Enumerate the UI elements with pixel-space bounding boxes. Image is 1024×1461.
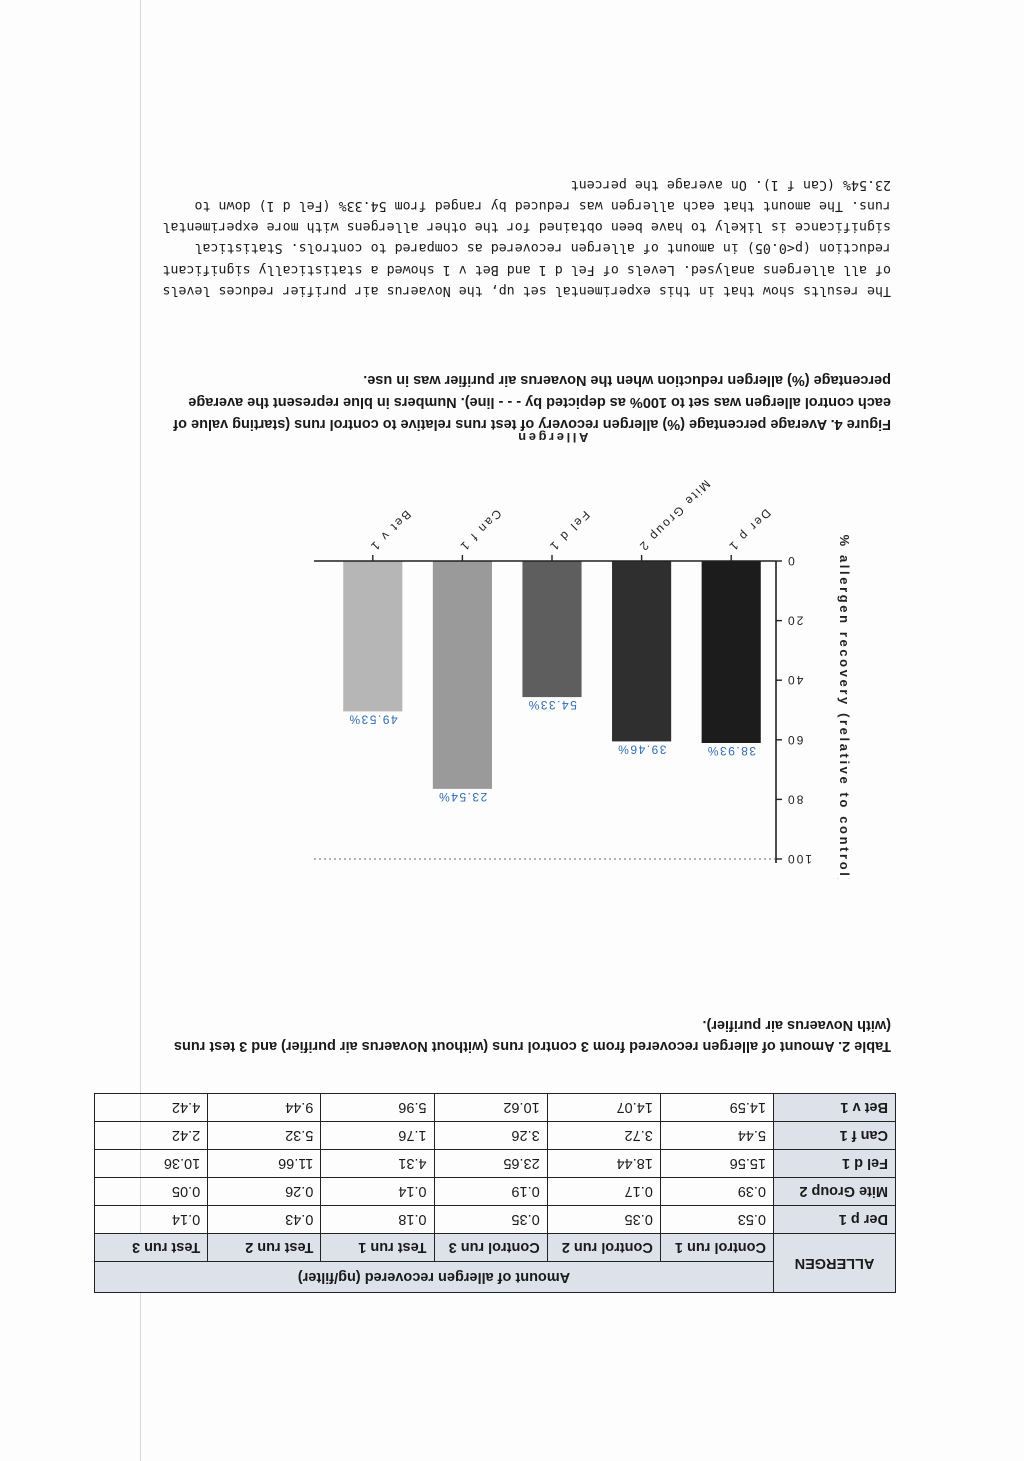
body-paragraph: The results show that in this experimental set up, the Novaerus air purifier reduces levels of all allergens analysed. Levels of Fel d 1 and Bet v 1 showed a statistically significant reduction (p<0.05) in amount of allergen recovered as compared to controls. Statistical significance is likely to have been obtained for the other allergens with more experimental runs. The amount that each allergen was reduced by ranged from 54.33% (Fel d 1) down to 23.54% (Can f 1). On average the percent [162, 176, 891, 298]
row-allergen: Fel d 1 [774, 1150, 896, 1178]
figure-caption: Figure 4. Average percentage (%) allergen recovery of test runs relative to control runs (starting value of each control allergen was set to 100% as depicted by - - - line). Numbers in blue represent the average percentage (%) allergen reduction when the Novaerus air purifier was in use. [173, 372, 891, 432]
table-cell: 5.44 [660, 1122, 773, 1150]
table-row [95, 1178, 896, 1206]
row-allergen: Der p 1 [774, 1206, 896, 1234]
reduction-label: 39.46% [616, 742, 667, 757]
table-cell: 10.36 [95, 1150, 208, 1178]
table-cell: 4.31 [321, 1150, 434, 1178]
bar-can-f-1 [433, 561, 492, 789]
x-tick-label: Mite Group 2 [635, 477, 714, 555]
y-tick-label: 60 [786, 732, 804, 747]
table-cell: 0.14 [321, 1178, 434, 1206]
y-tick-label: 100 [786, 852, 813, 866]
table-cell: 18.44 [547, 1150, 660, 1178]
column-header: Test run 1 [321, 1234, 434, 1262]
y-tick-label: 40 [786, 673, 804, 688]
table-cell: 2.42 [95, 1122, 208, 1150]
column-header: Control run 1 [660, 1234, 773, 1262]
bar-der-p-1 [702, 561, 761, 743]
table-cell: 0.39 [660, 1178, 773, 1206]
table-cell: 4.42 [95, 1094, 208, 1122]
table-cell: 0.35 [547, 1206, 660, 1234]
bar-mite-group-2 [612, 561, 671, 741]
column-header: Test run 3 [95, 1234, 208, 1262]
x-tick-label: Fel d 1 [545, 508, 593, 555]
allergen-table [94, 1093, 896, 1293]
table-cell: 0.19 [434, 1178, 547, 1206]
x-tick-label: Bet v 1 [366, 507, 414, 555]
table-cell: 9.44 [208, 1094, 321, 1122]
table-cell: 0.53 [660, 1206, 773, 1234]
column-header: Test run 2 [208, 1234, 321, 1262]
allergen-column-header: ALLERGEN [774, 1234, 896, 1293]
reduction-label: 54.33% [527, 698, 577, 713]
column-header: Control run 2 [547, 1234, 660, 1262]
row-allergen: Can f 1 [774, 1122, 896, 1150]
reduction-label: 23.54% [437, 789, 488, 804]
x-tick-label: Can f 1 [456, 506, 505, 555]
table-cell: 0.05 [95, 1178, 208, 1206]
table-cell: 0.35 [434, 1206, 547, 1234]
reduction-label: 38.93% [706, 743, 757, 758]
table-cell: 5.32 [208, 1122, 321, 1150]
row-allergen: Bet v 1 [774, 1094, 896, 1122]
table-cell: 11.66 [208, 1150, 321, 1178]
y-tick-label: 80 [786, 792, 804, 807]
table-cell: 0.14 [95, 1206, 208, 1234]
table-cell: 0.26 [208, 1178, 321, 1206]
table-caption: Table 2. Amount of allergen recovered from 3 control runs (without Novaerus air purifier) and 3 test runs (with Novaerus air purifier). [173, 1017, 891, 1054]
table-row [95, 1206, 896, 1234]
bar-fel-d-1 [522, 561, 581, 697]
column-header: Control run 3 [434, 1234, 547, 1262]
table-row [95, 1122, 896, 1150]
table-cell: 14.07 [547, 1094, 660, 1122]
allergen-table-container [94, 1093, 896, 1293]
table-cell: 0.43 [208, 1206, 321, 1234]
reduction-label: 49.53% [347, 712, 398, 727]
table-cell: 23.65 [434, 1150, 547, 1178]
table-row [95, 1150, 896, 1178]
chart-svg [308, 419, 868, 879]
table-cell: 10.62 [434, 1094, 547, 1122]
table-cell: 15.56 [660, 1150, 773, 1178]
table-cell: 0.18 [321, 1206, 434, 1234]
group-header: Amount of allergen recovered (ng/filter) [95, 1262, 774, 1293]
table-cell: 0.17 [547, 1178, 660, 1206]
table-cell: 5.96 [321, 1094, 434, 1122]
table-row [95, 1094, 896, 1122]
table-cell: 3.72 [547, 1122, 660, 1150]
x-axis-title: Allergen [515, 430, 589, 445]
table-cell: 14.59 [660, 1094, 773, 1122]
row-allergen: Mite Group 2 [774, 1178, 896, 1206]
y-axis-title: % allergen recovery (relative to control) [837, 534, 852, 879]
table-cell: 3.26 [434, 1122, 547, 1150]
bar-bet-v-1 [343, 561, 402, 711]
table-cell: 1.76 [321, 1122, 434, 1150]
y-tick-label: 20 [786, 613, 804, 628]
x-tick-label: Der p 1 [725, 506, 774, 555]
y-tick-label: 0 [786, 554, 795, 568]
